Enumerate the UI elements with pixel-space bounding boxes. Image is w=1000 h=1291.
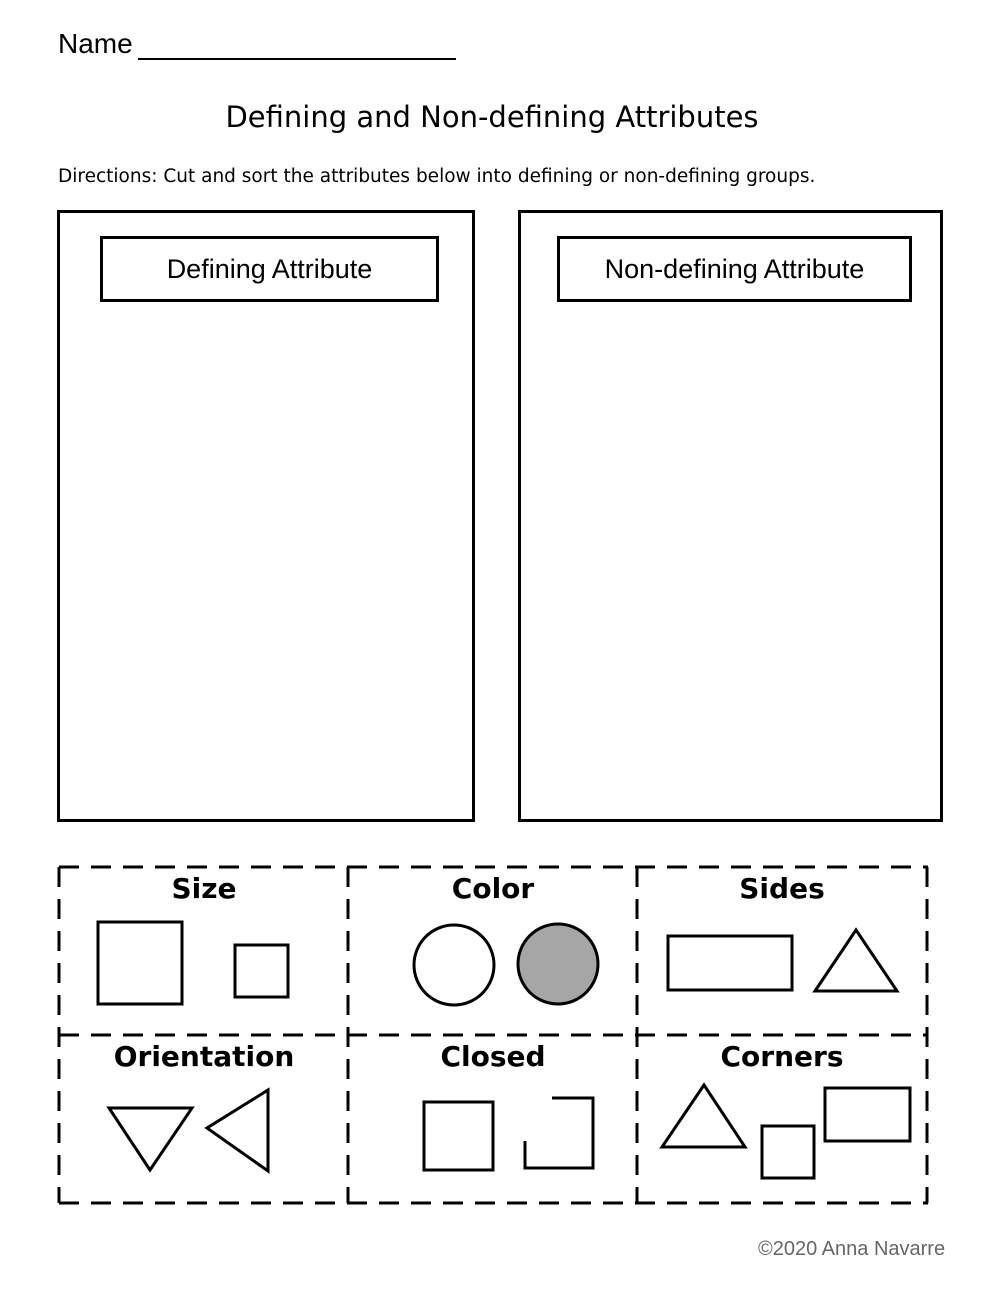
- triangle-shape: [815, 930, 897, 991]
- card-label-size: Size: [171, 872, 237, 905]
- card-label-orientation: Orientation: [113, 1040, 295, 1073]
- left-pointing-triangle-shape: [207, 1090, 268, 1171]
- card-label-color: Color: [451, 872, 535, 905]
- card-label-corners: Corners: [720, 1040, 844, 1073]
- worksheet-title: Defining and Non-defining Attributes: [225, 100, 759, 134]
- non-defining-column-header: Non-defining Attribute: [557, 236, 912, 302]
- small-square-shape: [235, 945, 288, 997]
- white-circle-shape: [414, 925, 494, 1005]
- defining-column-header: Defining Attribute: [100, 236, 439, 302]
- directions-text: Directions: Cut and sort the attributes below into defining or non-defining groups.: [58, 166, 816, 187]
- open-shape: [525, 1098, 593, 1168]
- corners-triangle-shape: [662, 1085, 745, 1147]
- corners-square-shape: [762, 1126, 814, 1178]
- gray-circle-shape: [518, 924, 598, 1004]
- corners-rectangle-shape: [825, 1088, 910, 1141]
- name-label: Name: [58, 28, 133, 59]
- large-square-shape: [98, 922, 182, 1004]
- card-label-closed: Closed: [440, 1040, 546, 1073]
- card-label-sides: Sides: [739, 872, 825, 905]
- downward-triangle-shape: [109, 1108, 192, 1170]
- rectangle-shape: [668, 936, 792, 990]
- closed-square-shape: [424, 1102, 493, 1170]
- copyright-credit: ©2020 Anna Navarre: [758, 1238, 946, 1260]
